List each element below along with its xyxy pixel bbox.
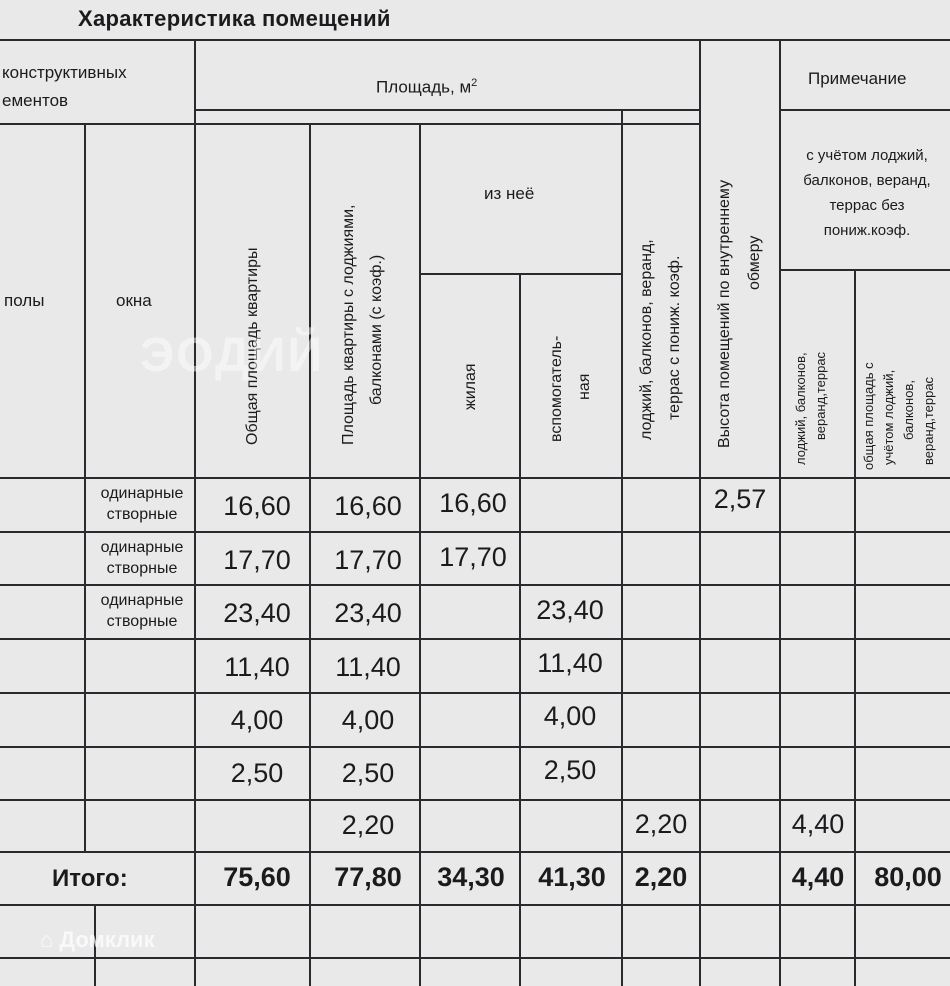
- header-note-col2-3: балконов,: [901, 380, 916, 440]
- table-cell-with-loggias: 4,00: [341, 705, 395, 735]
- table-cell-aux: 23,40: [536, 595, 604, 625]
- table-cell-total: 17,70: [223, 545, 291, 575]
- header-windows: окна: [116, 291, 152, 310]
- header-of-which: из неё: [484, 184, 535, 203]
- header-note: Примечание: [808, 69, 907, 88]
- table-cell-with-loggias: 2,20: [341, 810, 395, 840]
- totals-aux: 41,30: [538, 862, 606, 892]
- header-area-loggias-1: Площадь квартиры с лоджиями,: [340, 204, 357, 445]
- totals-label: Итого:: [52, 865, 128, 892]
- table-cell-note1: 4,40: [791, 809, 845, 839]
- table-cell-total: 16,60: [223, 491, 291, 521]
- domclick-watermark: ⌂ Домклик: [40, 927, 155, 952]
- header-loggias-1: лоджий, балконов, веранд,: [638, 239, 655, 440]
- header-note-sub: с учётом лоджий, балконов, веранд, террас без пониж.коэф.: [803, 147, 931, 239]
- table-row-windows: одинарные створные: [100, 539, 184, 577]
- table-cell-total: 11,40: [224, 652, 290, 682]
- header-auxiliary-2: ная: [576, 373, 593, 400]
- header-total-area: Общая площадь квартиры: [244, 247, 261, 445]
- table-cell-with-loggias: 2,50: [341, 758, 395, 788]
- table-cell-living: 17,70: [439, 542, 507, 572]
- totals-with-loggias: 77,80: [334, 862, 402, 892]
- table-row-windows: одинарные створные: [100, 592, 184, 630]
- header-area: Площадь, $м^2$: [376, 77, 478, 97]
- table-cell-aux: 2,50: [543, 755, 597, 785]
- header-height-1: Высота помещений по внутреннему: [716, 179, 733, 448]
- table-cell-with-loggias: 23,40: [334, 598, 402, 628]
- house-icon: ⌂: [40, 927, 54, 952]
- table-cell-loggia: 2,20: [634, 809, 688, 839]
- header-living: жилая: [462, 363, 479, 410]
- table-cell-aux: 11,40: [537, 648, 603, 678]
- table-cell-total: 4,00: [230, 705, 284, 735]
- header-elements-2: ементов: [2, 91, 69, 110]
- table-row-windows: одинарные створные: [100, 485, 184, 523]
- table-cell-with-loggias: 16,60: [334, 491, 402, 521]
- totals-loggia: 2,20: [634, 862, 688, 892]
- document-title: Характеристика помещений: [78, 6, 391, 31]
- table-cell-aux: 4,00: [543, 701, 597, 731]
- header-note-col2-4: веранд,террас: [921, 376, 936, 465]
- totals-note1: 4,40: [791, 862, 845, 892]
- table-cell-with-loggias: 17,70: [334, 545, 402, 575]
- totals-note2: 80,00: [874, 862, 942, 892]
- table-cell-total: 23,40: [223, 598, 291, 628]
- header-note-col1-2: веранд,террас: [813, 351, 828, 440]
- header-floors: полы: [4, 291, 45, 310]
- header-loggias-2: террас с пониж. коэф.: [666, 255, 683, 420]
- header-note-col2-2: учётом лоджий,: [881, 369, 896, 465]
- header-height-2: обмеру: [746, 235, 763, 290]
- watermark-logo: ЭОДИЙ: [140, 329, 325, 382]
- header-auxiliary-1: вспомогатель-: [548, 335, 565, 442]
- table-cell-with-loggias: 11,40: [335, 652, 401, 682]
- header-area-loggias-2: балконами (с коэф.): [368, 254, 385, 405]
- header-note-col1-1: лоджий, балконов,: [793, 352, 808, 465]
- header-note-col2-1: общая площадь с: [861, 362, 876, 470]
- totals-living: 34,30: [437, 862, 505, 892]
- table-cell-total: 2,50: [230, 758, 284, 788]
- header-elements: конструктивных: [2, 63, 127, 82]
- table-cell-living: 16,60: [439, 488, 507, 518]
- totals-total: 75,60: [223, 862, 291, 892]
- table-cell-height: 2,57: [713, 484, 767, 514]
